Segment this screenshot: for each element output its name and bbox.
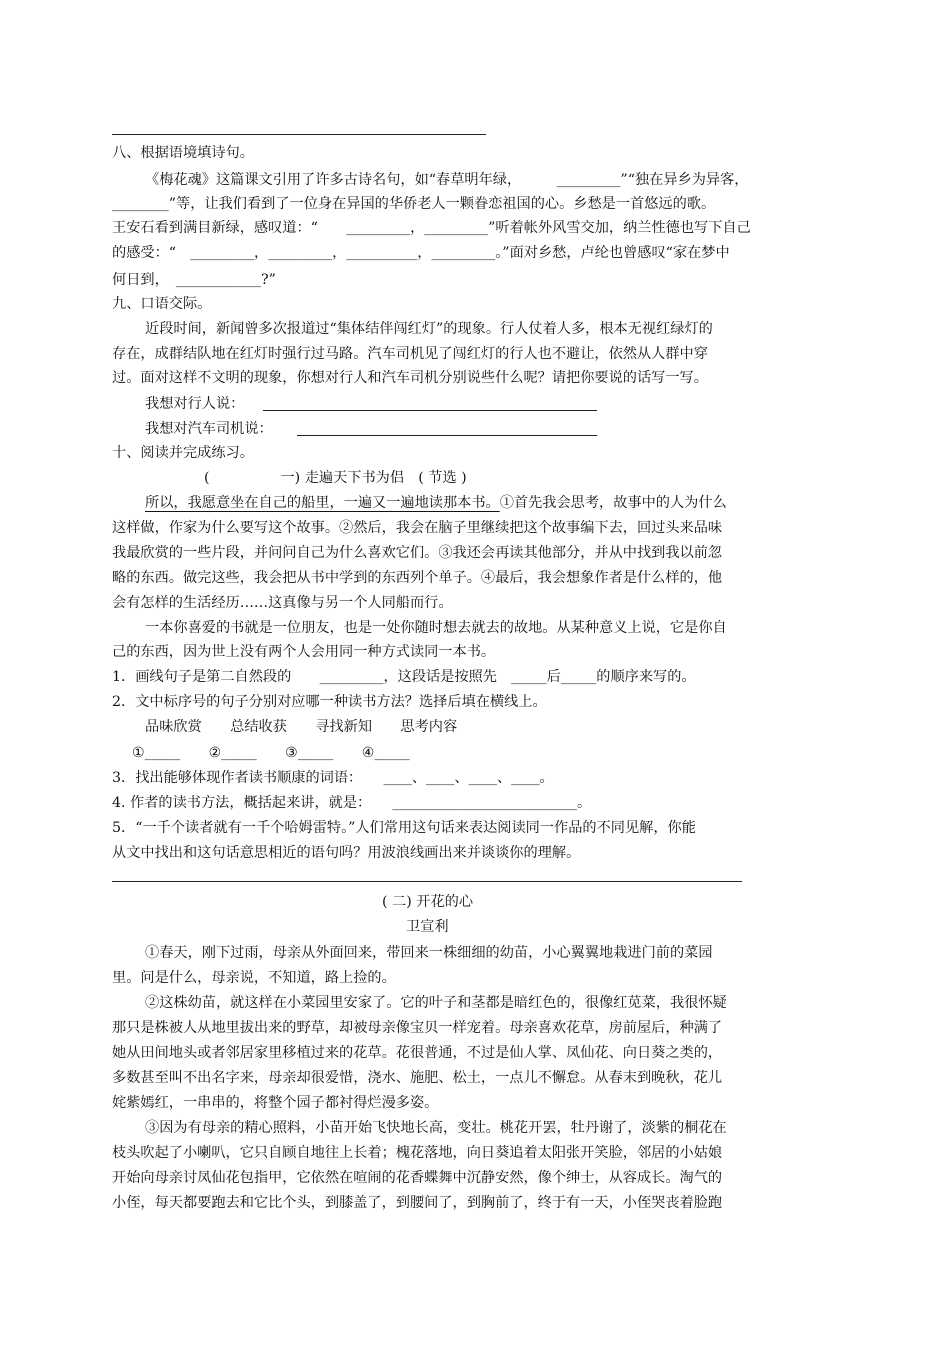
passage-2-line: ②这株幼苗，就这样在小菜园里安家了。它的叶子和茎都是暗红色的，很像红苋菜，我很怀疑 [145,995,727,1011]
question-5-line: 从文中找出和这句话意思相近的语句吗？用波浪线画出来并谈谈你的理解。 [112,845,581,861]
pedestrian-answer-line[interactable] [263,410,597,411]
passage-1-para-2-line: 己的东西，因为世上没有两个人会用同一种方式读同一本书。 [112,644,496,660]
section-9-line: 近段时间，新闻曾多次报道过“集体结伴闯红灯”的现象。行人仗着人多，根本无视红绿灯的 [145,321,713,337]
passage-2-line: 那只是株被人从地里拔出来的野草，却被母亲像宝贝一样宠着。母亲喜欢花草，房前屋后，种满了 [112,1020,723,1036]
para-text: ①首先我会思考，故事中的人为什么 [499,495,727,511]
question-2-options: 品味欣赏 总结收获 寻找新知 思考内容 [145,719,458,735]
question-2-blanks: ①_____ ②_____ ③_____ ④_____ [132,745,410,761]
passage-1-para-2-line: 一本你喜爱的书就是一位朋友，也是一处你随时想去就去的故地。从某种意义上说，它是你自 [145,620,727,636]
passage-2-line: 枝头吹起了小喇叭，它只自顾自地往上长着；槐花落地，向日葵追着太阳张开笑脸，邻居的小姑娘 [112,1145,723,1161]
section-8-line: ________”等，让我们看到了一位身在异国的华侨老人一颗眷恋祖国的心。乡愁是一首悠远的歌。 [112,196,716,212]
passage-2-line: 小侄，每天都要跑去和它比个头，到膝盖了，到腰间了，到胸前了，终于有一天，小侄哭丧着脸跑 [112,1195,723,1211]
answer-line [112,134,486,135]
section-8-line: 《梅花魂》这篇课文引用了许多古诗名句，如“春草明年绿， _________”“独在异乡为异客， [145,172,749,188]
passage-1-title: ( 一) 走遍天下书为侣 ( 节选 ) [204,470,467,486]
driver-answer-line[interactable] [297,435,597,436]
passage-2-line: ③因为有母亲的精心照料，小苗开始飞快地长高，变壮。桃花开罢，牡丹谢了，淡紫的桐花在 [145,1120,727,1136]
passage-2-line: 多数甚至叫不出名字来，母亲却很爱惜，浇水、施肥、松土，一点儿不懈怠。从春末到晚秋，花儿 [112,1070,723,1086]
question-4: 4. 作者的读书方法，概括起来讲，就是： __________________________。 [112,795,592,811]
question-2: 2．文中标序号的句子分别对应哪一种读书方法？选择后填在横线上。 [112,694,547,710]
passage-2-line: 开始向母亲讨凤仙花包指甲，它依然在喧闹的花香蝶舞中沉静安然，像个绅士，从容成长。淘气的 [112,1170,723,1186]
passage-2-title: ( 二) 开花的心 [382,894,474,910]
underlined-sentence: 所以，我愿意坐在自己的船里，一遍又一遍地读那本书。 [145,495,500,511]
section-8-line: 的感受：“ _________，_________，__________，_________。”面对乡愁，卢纶也曾感叹“家在梦中 [112,245,730,261]
passage-1-line: 会有怎样的生活经历……这真像与另一个人同船而行。 [112,595,453,611]
passage-2-line: ①春天，刚下过雨，母亲从外面回来，带回来一株细细的幼苗，小心翼翼地栽进门前的菜园 [145,945,713,961]
driver-prompt: 我想对汽车司机说： [145,421,273,437]
section-10-heading: 十、阅读并完成练习。 [112,445,254,461]
section-8-line: 何日到， ____________?” [112,272,276,288]
section-9-line: 过。面对这样不文明的现象，你想对行人和汽车司机分别说些什么呢？请把你要说的话写一写。 [112,370,708,386]
section-9-heading: 九、口语交际。 [112,296,212,312]
passage-1-line: 这样做，作家为什么要写这个故事。②然后，我会在脑子里继续把这个故事编下去，回过头来品味 [112,520,723,536]
passage-1-line: 略的东西。做完这些，我会把从书中学到的东西列个单子。④最后，我会想象作者是什么样的，他 [112,570,723,586]
passage-2-line: 姹紫嫣红，一串串的，将整个园子都衬得烂漫多姿。 [112,1095,439,1111]
section-8-heading: 八、根据语境填诗句。 [112,145,254,161]
question-1: 1．画线句子是第二自然段的 _________，这段话是按照先 _____后_____的顺序来写的。 [112,669,696,685]
question-3: 3．找出能够体现作者读书顺康的词语： ____、____、____、____。 [112,770,554,786]
passage-1-para-1-first-line [145,493,727,513]
passage-2-line: 她从田间地头或者邻居家里移植过来的花草。花很普通，不过是仙人掌、凤仙花、向日葵之类的， [112,1045,723,1061]
section-8-line: 王安石看到满目新绿，感叹道：“ _________，_________”听着帐外风雪交加，纳兰性德也写下自己 [112,220,751,236]
section-9-line: 存在，成群结队地在红灯时强行过马路。汽车司机见了闯红灯的行人也不避让，依然从人群中穿 [112,346,708,362]
passage-2-author: 卫宣利 [406,919,449,935]
passage-2-line: 里。问是什么，母亲说，不知道，路上捡的。 [112,970,396,986]
passage-1-line: 我最欣赏的一些片段，并问问自己为什么喜欢它们。③我还会再读其他部分，并从中找到我以前忽 [112,545,723,561]
question-5-line: 5．“一千个读者就有一千个哈姆雷特。”人们常用这句话来表达阅读同一作品的不同见解，你能 [112,820,696,836]
pedestrian-prompt: 我想对行人说： [145,396,245,412]
question-5-answer-line[interactable] [112,881,742,882]
